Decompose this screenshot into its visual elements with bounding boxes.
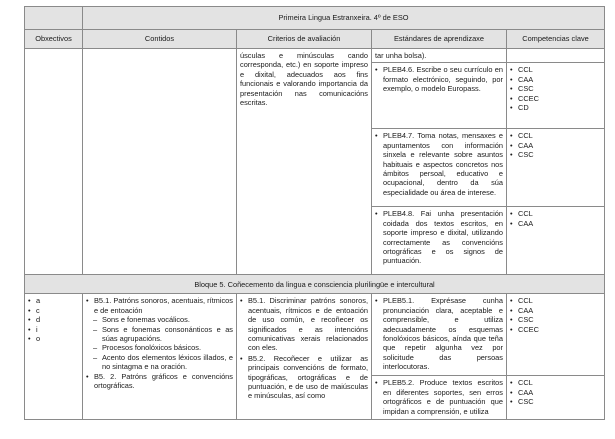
empty-header-cell <box>25 7 83 30</box>
standard-cell <box>372 49 507 63</box>
bullet-icon: • <box>375 296 378 306</box>
bullet-icon: • <box>86 371 89 381</box>
competences-cell <box>507 207 605 275</box>
standard-text: PLEB5.2. Produce textos escritos en diferentes soportes, sen erros ortográficos e de puntuación que impidan a comprensión, e utiliza <box>383 378 503 416</box>
content-subitem: – Sons e fonemas vocálicos. <box>86 315 233 324</box>
competences-cell <box>507 376 605 420</box>
standard-text: PLEB4.8. Fai unha presentación coidada dos textos escritos, en soporte impreso e dixital, utilizando correctamente as convencións ortográficas e os signos de puntuación. <box>383 209 503 266</box>
bloque-5-title: Bloque 5. Coñecemento da lingua e consciencia plurilingüe e intercultural <box>25 275 605 294</box>
competence-item: • CCEC <box>510 94 601 103</box>
competence-item: • CAA <box>510 141 601 150</box>
standard-text: PLEB5.1. Exprésase cunha pronunciación clara, aceptable e comprensible, e utiliza adecuadamente os esquemas fonolóxicos básicos, aínda que teña que repetir algunha vez por solicitude das persoas interlocutoras. <box>383 296 503 372</box>
standard-cell <box>372 207 507 275</box>
bullet-icon: • <box>375 131 378 141</box>
competence-item: • CCL <box>510 65 601 74</box>
competence-item: • CAA <box>510 75 601 84</box>
objective-item: • i <box>28 325 79 334</box>
standard-text: PLEB4.6. Escribe o seu currículo en formato electrónico, seguindo, por exemplo, o modelo Europass. <box>383 65 503 94</box>
criterion-text: B5.1. Discriminar patróns sonoros, acentuais, rítmicos e de entoación de uso común, e recoñecer os significados e as intencións comunicativas xerais relacionados con eles. <box>248 296 368 353</box>
objective-item: • o <box>28 334 79 343</box>
bullet-icon: • <box>375 65 378 75</box>
competence-item: • CAA <box>510 219 601 228</box>
content-subitem: – Acento dos elementos léxicos illados, e no sintagma e na oración. <box>86 353 233 372</box>
standard-cell <box>372 294 507 376</box>
bullet-icon: • <box>375 378 378 388</box>
standard-text: tar unha bolsa). <box>375 51 427 60</box>
curriculum-table <box>24 6 605 420</box>
bullet-icon: • <box>240 296 243 306</box>
objectives-cell-a <box>25 49 83 275</box>
objectives-cell-b5 <box>25 294 83 420</box>
criteria-cell-a: úsculas e minúsculas cando corresponda, etc.) en soporte impreso e dixital, adecuados aos fins funcionais e valorando importancia da presentación nas comunicacións escritas. <box>237 49 372 275</box>
header-standards: Estándares de aprendizaxe <box>372 30 507 49</box>
standard-cell <box>372 63 507 129</box>
competences-cell <box>507 294 605 376</box>
competence-item: • CCL <box>510 296 601 305</box>
standard-text: PLEB4.7. Toma notas, mensaxes e apuntamentos con información sinxela e relevante sobre asuntos habituais e aspectos concretos nos ámbitos persoal, educativo e ocupacional, dentro da súa especialidade ou área de interese. <box>383 131 503 197</box>
competence-item: • CCL <box>510 209 601 218</box>
bullet-icon: • <box>86 296 89 306</box>
objective-item: • d <box>28 315 79 324</box>
competence-item: • CCL <box>510 131 601 140</box>
content-item: B5.1. Patróns sonoros, acentuais, rítmicos e de entoación <box>94 296 233 315</box>
criterion-text: B5.2. Recoñecer e utilizar as principais convencións de formato, tipográficas, ortográficas e de puntuación, e de uso de maiúsculas e minúsculas, así como <box>248 353 368 401</box>
competence-item: • CSC <box>510 315 601 324</box>
bullet-icon: • <box>240 353 243 363</box>
competence-item: • CSC <box>510 397 601 406</box>
table-title: Primeira Lingua Estranxeira. 4º de ESO <box>83 7 605 30</box>
standard-cell <box>372 129 507 207</box>
competence-item: • CCEC <box>510 325 601 334</box>
content-subitem: – Sons e fonemas consonánticos e as súas agrupacións. <box>86 325 233 344</box>
header-objectives: Obxectivos <box>25 30 83 49</box>
competences-cell <box>507 63 605 129</box>
criteria-cell-b5 <box>237 294 372 420</box>
header-contents: Contidos <box>83 30 237 49</box>
competence-item: • CSC <box>510 84 601 93</box>
contents-cell-b5 <box>83 294 237 420</box>
competences-cell <box>507 49 605 63</box>
competence-item: • CCL <box>510 378 601 387</box>
standard-cell <box>372 376 507 420</box>
objective-item: • a <box>28 296 79 305</box>
competence-item: • CD <box>510 103 601 112</box>
content-item: B5. 2. Patróns gráficos e convencións ortográficas. <box>94 371 233 391</box>
header-criteria: Criterios de avaliación <box>237 30 372 49</box>
competences-cell <box>507 129 605 207</box>
content-subitem: – Procesos fonolóxicos básicos. <box>86 343 233 352</box>
competence-item: • CAA <box>510 306 601 315</box>
competence-item: • CAA <box>510 388 601 397</box>
objective-item: • c <box>28 306 79 315</box>
contents-cell-a <box>83 49 237 275</box>
bullet-icon: • <box>375 209 378 219</box>
header-competences: Competencias clave <box>507 30 605 49</box>
competence-item: • CSC <box>510 150 601 159</box>
